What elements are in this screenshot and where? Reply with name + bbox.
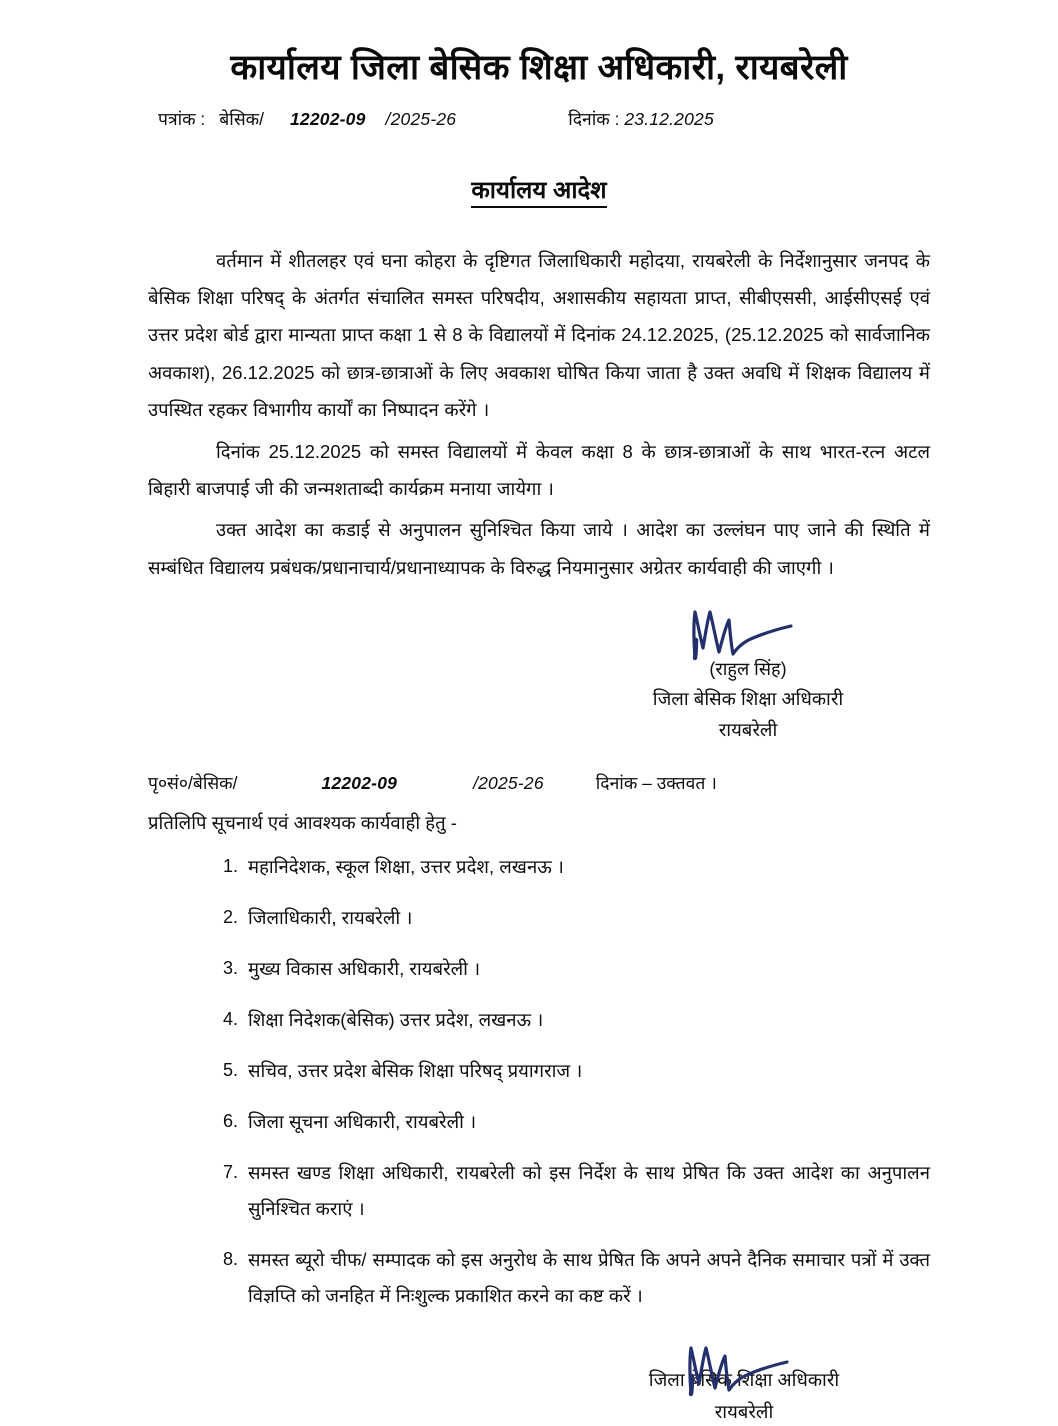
endorsement-reference-row [148, 771, 930, 795]
reference-row [148, 107, 930, 131]
signatory-designation: जिला बेसिक शिक्षा अधिकारी [648, 1369, 840, 1391]
order-paragraph-3: उक्त आदेश का कडाई से अनुपालन सुनिश्चित किया जाये । आदेश का उल्लंघन पाए जाने की स्थिति में सम्बंधित विद्यालय प्रबंधक/प्रधानाचार्य/प्रधानाध्यापक के विरुद्ध नियमानुसार अग्रेतर कार्यवाही की जाएगी । [148, 519, 930, 578]
date-value: 23.12.2025 [624, 108, 714, 129]
signatory-place: रायबरेली [718, 719, 778, 741]
endorsement-ref-number: 12202-09 [321, 772, 398, 793]
order-heading [148, 173, 930, 206]
list-item: समस्त खण्ड शिक्षा अधिकारी, रायबरेली को इस निर्देश के साथ प्रेषित कि उक्त आदेश का अनुपालन सुनिश्चित कराएं । [248, 1162, 930, 1220]
list-item: मुख्य विकास अधिकारी, रायबरेली । [248, 957, 481, 979]
signatory-designation: जिला बेसिक शिक्षा अधिकारी [652, 687, 844, 709]
order-body [148, 242, 930, 586]
list-item: शिक्षा निदेशक(बेसिक) उत्तर प्रदेश, लखनऊ । [248, 1008, 544, 1030]
endorsement-list [148, 849, 930, 1315]
list-item: जिला सूचना अधिकारी, रायबरेली । [248, 1111, 477, 1133]
page-title: कार्यालय जिला बेसिक शिक्षा अधिकारी, रायबरेली [230, 48, 848, 87]
order-paragraph-2: दिनांक 25.12.2025 को समस्त विद्यालयों में केवल कक्षा 8 के छात्र-छात्राओं के साथ भारत-रत्न अटल बिहारी बाजपाई जी की जन्मशताब्दी कार्यक्रम मनाया जायेगा । [148, 440, 930, 499]
endorsement-section [148, 771, 930, 1314]
reference-date-group [568, 107, 714, 131]
reference-year: /2025-26 [385, 108, 457, 129]
reference-prefix: बेसिक/ [219, 108, 264, 129]
signature-mark-icon [669, 1340, 819, 1398]
endorsement-ref-label: पृ०सं०/बेसिक/ [148, 772, 238, 793]
signature-mark-icon [673, 604, 823, 662]
reference-label: पत्रांक : [158, 108, 206, 129]
signature-block-bottom [594, 1340, 894, 1426]
order-heading-text: कार्यालय आदेश [471, 177, 606, 208]
signatory-name: (राहुल सिंह) [709, 658, 787, 679]
list-item: समस्त ब्यूरो चीफ/ सम्पादक को इस अनुरोध के साथ प्रेषित कि अपने अपने दैनिक समाचार पत्रों में उक्त विज्ञप्ति को जनहित में निःशुल्क प्रकाशित करने का कष्ट करें । [248, 1249, 930, 1307]
reference-number: 12202-09 [289, 108, 366, 129]
list-item: जिलाधिकारी, रायबरेली । [248, 906, 413, 928]
date-label: दिनांक : [568, 108, 620, 129]
list-item: सचिव, उत्तर प्रदेश बेसिक शिक्षा परिषद् प्रयागराज । [248, 1059, 583, 1081]
signature-block-top [598, 604, 898, 745]
order-paragraph-1: वर्तमान में शीतलहर एवं घना कोहरा के दृष्टिगत जिलाधिकारी महोदया, रायबरेली के निर्देशानुसार जनपद के बेसिक शिक्षा परिषद् के अंतर्गत संचालित समस्त परिषदीय, अशासकीय सहायता प्राप्त, सीबीएससी, आईसीएसई एवं उत्तर प्रदेश बोर्ड द्वारा मान्यता प्राप्त कक्षा 1 से 8 के विद्यालयों में दिनांक 24.12.2025, (25.12.2025 को सार्वजानिक अवकाश), 26.12.2025 को छात्र-छात्राओं के लिए अवकाश घोषित किया जाता है उक्त अवधि में शिक्षक विद्यालय में उपस्थित रहकर विभागीय कार्यों का निष्पादन करेंगे । [148, 249, 930, 421]
list-item: महानिदेशक, स्कूल शिक्षा, उत्तर प्रदेश, लखनऊ । [248, 855, 564, 877]
endorsement-intro: प्रतिलिपि सूचनार्थ एवं आवश्यक कार्यवाही हेतु - [148, 811, 457, 833]
endorsement-ref-year: /2025-26 [473, 772, 544, 793]
signatory-place: रायबरेली [714, 1400, 774, 1422]
endorsement-ref-date: दिनांक – उक्तवत । [595, 772, 717, 793]
reference-left-group [158, 107, 456, 131]
